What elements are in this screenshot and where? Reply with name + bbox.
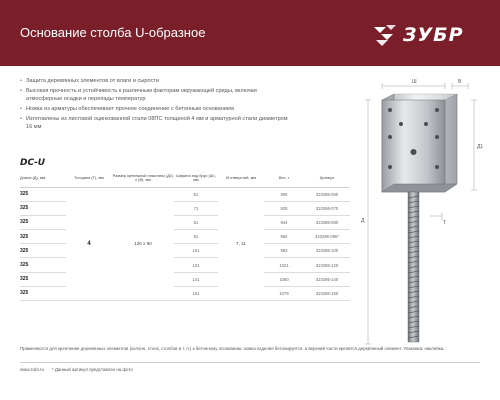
- column-header: Артикул: [304, 170, 350, 187]
- series-title: DC-U: [20, 158, 46, 168]
- length-cell: 325: [20, 286, 66, 300]
- weight-cell: 964: [264, 230, 304, 244]
- feature-list: [20, 78, 290, 134]
- length-cell: 325: [20, 272, 66, 286]
- bullet-dot-icon: •: [20, 78, 22, 84]
- dimension-label-thickness: Т: [443, 220, 447, 226]
- length-cell: 325: [20, 201, 66, 215]
- table-header-row: [20, 170, 350, 187]
- article-cell: 310286-100: [304, 244, 350, 258]
- product-drawing: [360, 72, 490, 347]
- footer-divider: [20, 362, 480, 363]
- footnote: * Данный артикул представлен на фото: [52, 367, 133, 372]
- brand-logo: [372, 22, 490, 48]
- article-cell: 310286-070: [304, 201, 350, 215]
- weight-cell: 1079: [264, 286, 304, 300]
- weight-cell: 944: [264, 215, 304, 229]
- feature-item: [20, 106, 290, 113]
- feature-item: [20, 88, 290, 102]
- feature-text: Высокая прочность и устойчивость к различным факторам окружающей среды, включая атмосферные осадки и перепады температур: [26, 88, 257, 102]
- article-cell: 310286-080: [304, 215, 350, 229]
- length-cell: 325: [20, 244, 66, 258]
- u-bracket: [382, 94, 457, 192]
- brand-logo-icon: [372, 23, 398, 47]
- length-cell: 325: [20, 230, 66, 244]
- column-header: Длина (Д), мм: [20, 170, 66, 187]
- feature-item: [20, 116, 290, 130]
- dimension-label-plate: В: [458, 79, 462, 85]
- dimension-label-width: Ш: [412, 79, 417, 85]
- length-cell: 325: [20, 215, 66, 229]
- usage-note: Применяются для крепления деревянных элементов (колонн, стоек, столбов и т. п.) к бетонному основанию: ножка изделия бетонируется, а верхний части крепится деревянный элемент. Упаковка: наклейка.: [20, 346, 445, 351]
- article-cell: 310286-060: [304, 187, 350, 201]
- weight-cell: 1060: [264, 272, 304, 286]
- article-cell: 310286-140: [304, 272, 350, 286]
- weight-cell: 983: [264, 244, 304, 258]
- width-cell: 81: [174, 215, 218, 229]
- column-header: Ø отверстий, мм: [218, 170, 264, 187]
- length-cell: 325: [20, 187, 66, 201]
- column-header: Размер крепежной пластины (Д1) х (В), мм: [112, 170, 174, 187]
- weight-cell: 925: [264, 201, 304, 215]
- bullet-dot-icon: •: [20, 88, 22, 95]
- column-header: Вес, г: [264, 170, 304, 187]
- website-link[interactable]: www.zubr.ru: [20, 367, 44, 372]
- length-cell: 325: [20, 258, 66, 272]
- width-cell: 91: [174, 230, 218, 244]
- thickness-cell: 4: [66, 187, 112, 301]
- width-cell: 61: [174, 187, 218, 201]
- feature-item: [20, 78, 290, 85]
- article-cell: 310286-150: [304, 286, 350, 300]
- hole-diameter-cell: 7, 11: [218, 187, 264, 301]
- weight-cell: 1021: [264, 258, 304, 272]
- brand-name: ЗУБР: [403, 24, 464, 46]
- specs-table: [20, 170, 350, 301]
- feature-text: Изготовлены из листовой оцинкованной стали 08ПС толщиной 4 мм и арматурной стали диаметром 16 мм: [26, 116, 288, 130]
- width-cell: 101: [174, 244, 218, 258]
- width-cell: 71: [174, 201, 218, 215]
- bullet-dot-icon: •: [20, 105, 22, 112]
- article-cell: 310286-120: [304, 258, 350, 272]
- column-header: Толщина (Т), мм: [66, 170, 112, 187]
- bullet-dot-icon: •: [20, 116, 22, 123]
- header-banner: [0, 0, 500, 66]
- feature-text: Защита деревянных элементов от влаги и сырости: [26, 78, 159, 84]
- feature-text: Ножка из арматуры обеспечивает прочное соединение с бетонным основанием: [26, 105, 234, 112]
- width-cell: 121: [174, 258, 218, 272]
- table-row: [20, 187, 350, 201]
- dimension-label-length: Д: [361, 218, 365, 224]
- width-cell: 141: [174, 272, 218, 286]
- article-cell: 310286-090*: [304, 230, 350, 244]
- rebar-rod: [408, 192, 419, 342]
- page-title: Основание столба U-образное: [20, 25, 206, 40]
- weight-cell: 906: [264, 187, 304, 201]
- dimension-label-height: Д1: [477, 144, 484, 150]
- column-header: Ширина под брус (Ш), мм: [174, 170, 218, 187]
- width-cell: 151: [174, 286, 218, 300]
- plate-size-cell: 120 х 60: [112, 187, 174, 301]
